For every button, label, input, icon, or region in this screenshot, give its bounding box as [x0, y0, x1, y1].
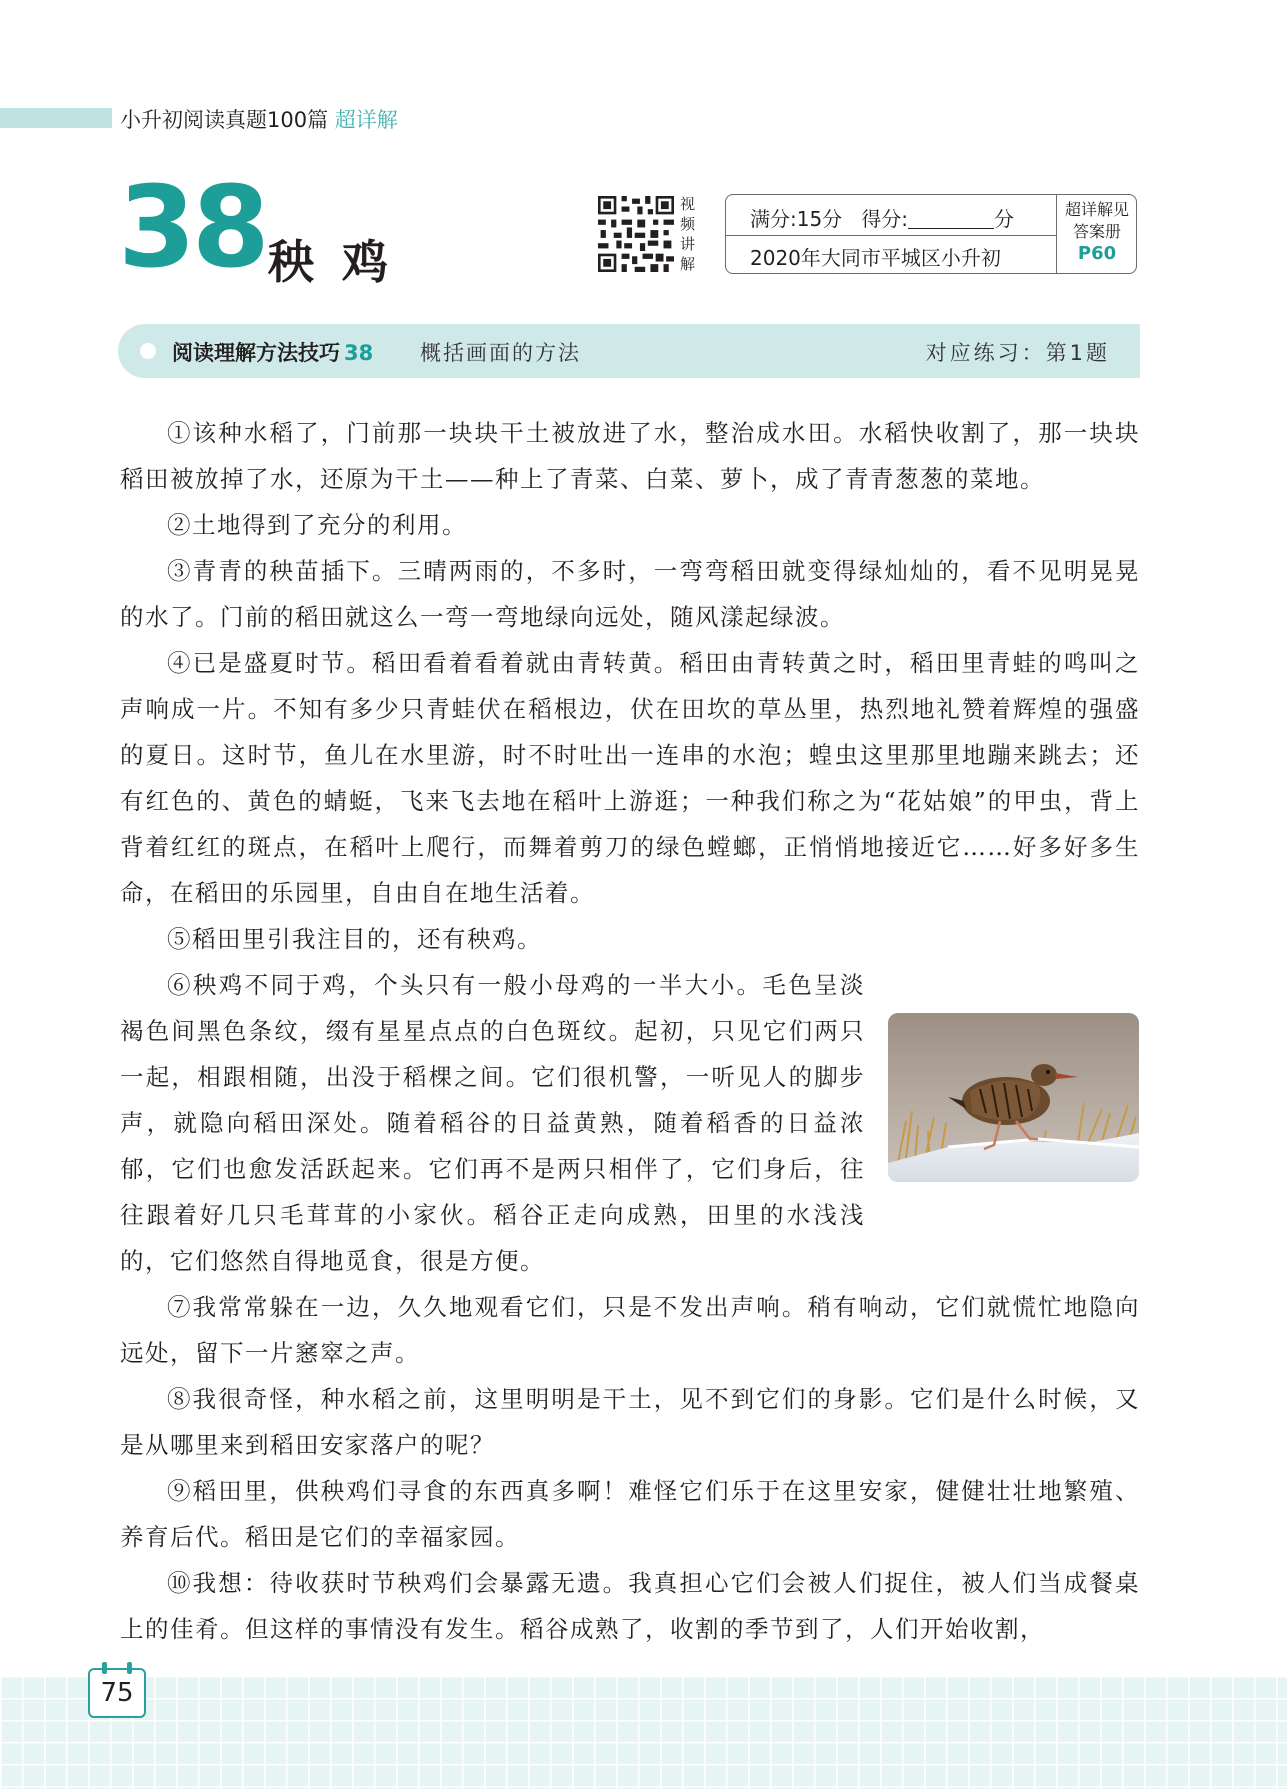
- lesson-number: 38: [118, 163, 266, 293]
- method-name: 概括画面的方法: [420, 341, 581, 365]
- page-badge: [88, 1668, 146, 1718]
- lesson-title: 秧鸡: [268, 235, 416, 289]
- paragraph-3: ③青青的秧苗插下。三晴两雨的，不多时，一弯弯稻田就变得绿灿灿的，看不见明晃晃的水了。门前的稻田就这么一弯一弯地绿向远处，随风漾起绿波。: [120, 557, 1140, 631]
- score-box: [725, 194, 1137, 274]
- footer-grid: [0, 1676, 1287, 1789]
- method-banner: [118, 324, 1140, 378]
- method-banner-label: [172, 337, 373, 367]
- method-number: 38: [344, 341, 374, 365]
- answer-ref-line1: 超详解见: [1064, 200, 1129, 219]
- score-unit: 分: [994, 207, 1015, 231]
- score-blank-field[interactable]: [908, 210, 994, 229]
- paragraph-6: ⑥秧鸡不同于鸡，个头只有一般小母鸡的一半大小。毛色呈淡褐色间黑色条纹，缀有星星点点的白色斑纹。起初，只见它们两只一起，相跟相随，出没于稻棵之间。它们很机警，一听见人的脚步声，就隐向稻田深处。随着稻谷的日益黄熟，随着稻香的日益浓郁，它们也愈发活跃起来。它们再不是两只相伴了，它们身后，往往跟着好几只毛茸茸的小家伙。稻谷正走向成熟，田里的水浅浅的，它们悠然自得地觅食，很是方便。: [120, 971, 865, 1275]
- answer-reference: [1058, 199, 1136, 265]
- paragraph-4: ④已是盛夏时节。稻田看着看着就由青转黄。稻田由青转黄之时，稻田里青蛙的鸣叫之声响成一片。不知有多少只青蛙伏在稻根边，伏在田坎的草丛里，热烈地礼赞着辉煌的强盛的夏日。这时节，鱼儿在水里游，时不时吐出一连串的水泡；蝗虫这里那里地蹦来跳去；还有红色的、黄色的蜻蜓，飞来飞去地在稻叶上游逛；一种我们称之为“花姑娘”的甲虫，背上背着红红的斑点，在稻叶上爬行，而舞着剪刀的绿色螳螂，正悄悄地接近它……好多好多生命，在稻田的乐园里，自由自在地生活着。: [120, 649, 1140, 907]
- full-score: 满分:15分: [750, 207, 843, 231]
- paragraph-2: ②土地得到了充分的利用。: [167, 511, 467, 539]
- paragraph-5: ⑤稻田里引我注目的，还有秧鸡。: [167, 925, 542, 953]
- paragraph-8: ⑧我很奇怪，种水稻之前，这里明明是干土，见不到它们的身影。它们是什么时候，又是从哪里来到稻田安家落户的呢？: [120, 1385, 1140, 1459]
- answer-page: P60: [1077, 243, 1117, 264]
- bullet-dot-icon: [140, 343, 156, 359]
- header-band: [0, 108, 112, 128]
- score-row: [750, 203, 1014, 232]
- score-divider: [726, 235, 1056, 236]
- paragraph-10: ⑩我想：待收获时节秧鸡们会暴露无遗。我真担心它们会被人们捉住，被人们当成餐桌上的佳肴。但这样的事情没有发生。稻谷成熟了，收割的季节到了，人们开始收割，: [120, 1569, 1140, 1643]
- series-title-main: 小升初阅读真题100篇: [120, 108, 329, 132]
- series-title: [120, 104, 398, 134]
- qr-label: 视频讲解: [680, 195, 696, 273]
- answer-ref-line2: 答案册: [1072, 222, 1121, 241]
- practice-reference: 对应练习：第1题: [925, 341, 1110, 365]
- water-rail-bird-photo: [888, 1013, 1139, 1182]
- score-divider-vertical: [1056, 195, 1057, 273]
- source-row: 2020年大同市平城区小升初: [750, 246, 1001, 270]
- paragraph-1: ①该种水稻了，门前那一块块干土被放进了水，整治成水田。水稻快收割了，那一块块稻田被放掉了水，还原为干土——种上了青菜、白菜、萝卜，成了青青葱葱的菜地。: [120, 419, 1140, 493]
- paragraph-9: ⑨稻田里，供秧鸡们寻食的东西真多啊！难怪它们乐于在这里安家，健健壮壮地繁殖、养育后代。稻田是它们的幸福家园。: [120, 1477, 1140, 1551]
- score-label: 得分:: [861, 207, 909, 231]
- series-title-accent: 超详解: [334, 108, 398, 132]
- page-number: 75: [100, 1678, 134, 1708]
- qr-code-icon[interactable]: [598, 196, 674, 272]
- method-label: 阅读理解方法技巧: [172, 341, 340, 365]
- paragraph-7: ⑦我常常躲在一边，久久地观看它们，只是不发出声响。稍有响动，它们就慌忙地隐向远处，留下一片窸窣之声。: [120, 1293, 1140, 1367]
